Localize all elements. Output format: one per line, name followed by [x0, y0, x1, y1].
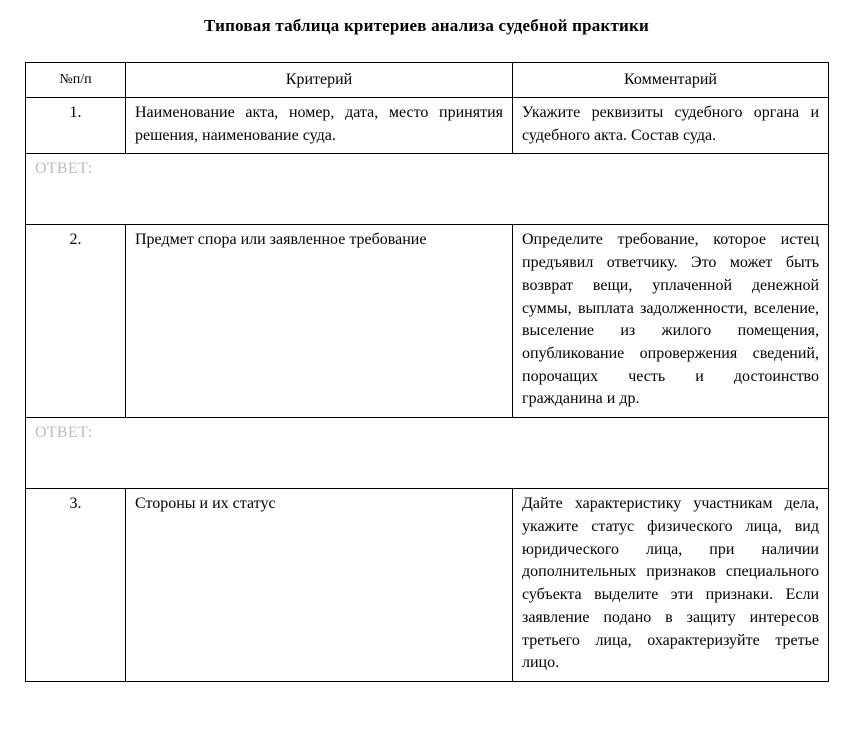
row-2-criterion: Предмет спора или заявленное требование [126, 225, 513, 418]
header-num: №п/п [26, 63, 126, 98]
row-1-number: 1. [26, 98, 126, 154]
document-title: Типовая таблица критериев анализа судебной практики [204, 16, 649, 35]
row-2-number: 2. [26, 225, 126, 418]
answer-row [26, 418, 829, 489]
table-row [26, 225, 829, 418]
table-row [26, 98, 829, 154]
row-3-comment: Дайте характеристику участникам дела, укажите статус физического лица, вид юридического лица, при наличии дополнительных признаков специального субъекта выделите эти признаки. Если заявление подано в защиту интересов третьего лица, охарактеризуйте третье лицо. [513, 489, 829, 682]
row-2-answer-cell[interactable] [26, 418, 829, 489]
answer-label: ОТВЕТ: [35, 424, 93, 442]
row-1-answer-cell[interactable] [26, 154, 829, 225]
row-2-comment: Определите требование, которое истец предъявил ответчику. Это может быть возврат вещи, уплаченной денежной суммы, выплата задолженности, вселение, выселение из жилого помещения, опубликование опровержения сведений, порочащих честь и достоинство гражданина и др. [513, 225, 829, 418]
table-row [26, 489, 829, 682]
criteria-table [25, 62, 829, 682]
row-3-criterion: Стороны и их статус [126, 489, 513, 682]
row-1-criterion: Наименование акта, номер, дата, место принятия решения, наименование суда. [126, 98, 513, 154]
answer-row [26, 154, 829, 225]
row-1-comment: Укажите реквизиты судебного органа и судебного акта. Состав суда. [513, 98, 829, 154]
table-header-row [26, 63, 829, 98]
header-criterion: Критерий [126, 63, 513, 98]
row-3-number: 3. [26, 489, 126, 682]
header-comment: Комментарий [513, 63, 829, 98]
answer-label: ОТВЕТ: [35, 160, 93, 178]
